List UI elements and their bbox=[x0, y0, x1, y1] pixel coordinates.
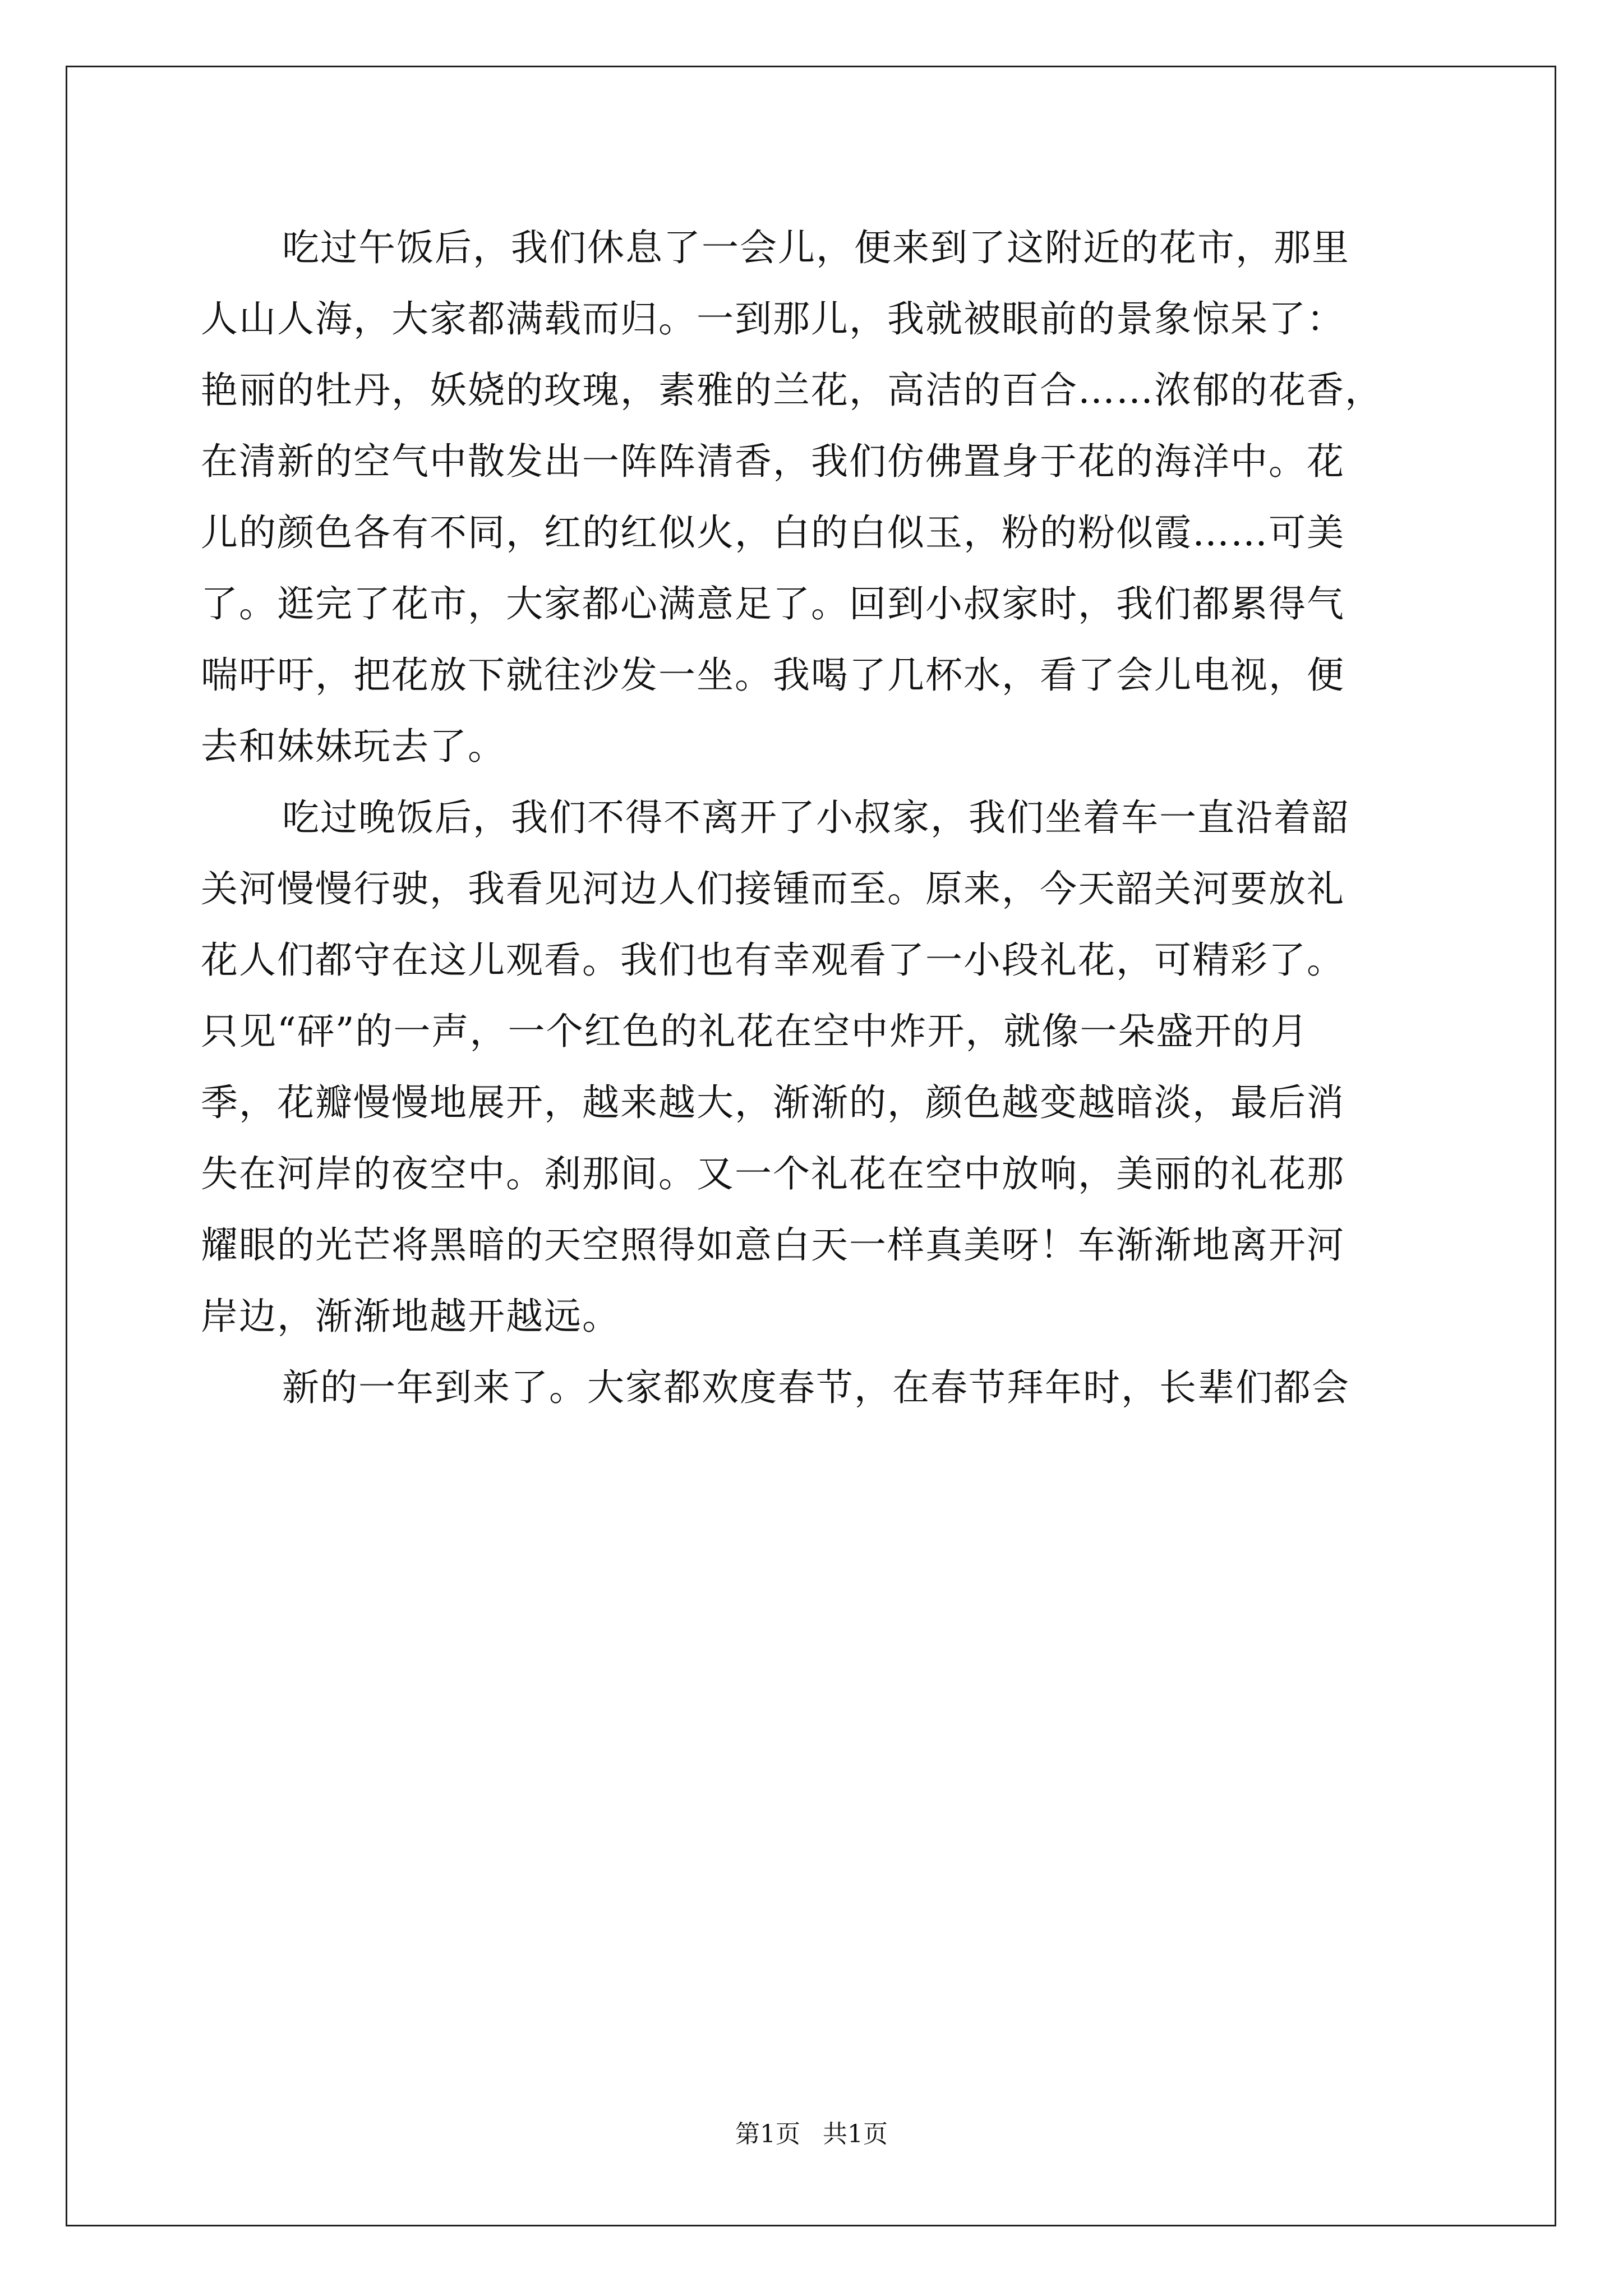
page-footer bbox=[0, 2114, 1623, 2150]
text-line: 耀眼的光芒将黑暗的天空照得如意白天一样真美呀！车渐渐地离开河 bbox=[201, 1223, 1345, 1267]
text-line: 艳丽的牡丹，妖娆的玫瑰，素雅的兰花，高洁的百合……浓郁的花香， bbox=[201, 369, 1383, 412]
paragraph-2 bbox=[201, 782, 1469, 1352]
text-line: 在清新的空气中散发出一阵阵清香，我们仿佛置身于花的海洋中。花 bbox=[201, 440, 1345, 483]
text-line: 去和妹妹玩去了。 bbox=[201, 725, 506, 768]
text-line: 喘吁吁，把花放下就往沙发一坐。我喝了几杯水，看了会儿电视，便 bbox=[201, 654, 1345, 697]
document-body bbox=[201, 212, 1469, 1423]
text-line: 了。逛完了花市，大家都心满意足了。回到小叔家时，我们都累得气 bbox=[201, 582, 1345, 625]
text-line: 吃过午饭后，我们休息了一会儿，便来到了这附近的花市，那里 bbox=[282, 226, 1350, 269]
page-total: 共1页 bbox=[823, 2120, 888, 2148]
text-line: 儿的颜色各有不同，红的红似火，白的白似玉，粉的粉似霞……可美 bbox=[201, 511, 1345, 554]
text-line: 新的一年到来了。大家都欢度春节，在春节拜年时，长辈们都会 bbox=[282, 1366, 1350, 1409]
text-line: 花人们都守在这儿观看。我们也有幸观看了一小段礼花，可精彩了。 bbox=[201, 938, 1345, 982]
text-line: 岸边，渐渐地越开越远。 bbox=[201, 1295, 620, 1338]
text-line: 吃过晚饭后，我们不得不离开了小叔家，我们坐着车一直沿着韶 bbox=[282, 796, 1350, 839]
text-line: 人山人海，大家都满载而归。一到那儿，我就被眼前的景象惊呆了： bbox=[201, 297, 1345, 341]
text-line: 失在河岸的夜空中。刹那间。又一个礼花在空中放响，美丽的礼花那 bbox=[201, 1152, 1345, 1195]
text-line: 季，花瓣慢慢地展开，越来越大，渐渐的，颜色越变越暗淡，最后消 bbox=[201, 1081, 1345, 1124]
text-line: 只见“砰”的一声，一个红色的礼花在空中炸开，就像一朵盛开的月 bbox=[201, 1010, 1309, 1053]
paragraph-3 bbox=[201, 1352, 1469, 1423]
paragraph-1 bbox=[201, 212, 1469, 782]
page-number: 第1页 bbox=[735, 2120, 800, 2148]
text-line: 关河慢慢行驶，我看见河边人们接锺而至。原来，今天韶关河要放礼 bbox=[201, 867, 1345, 910]
